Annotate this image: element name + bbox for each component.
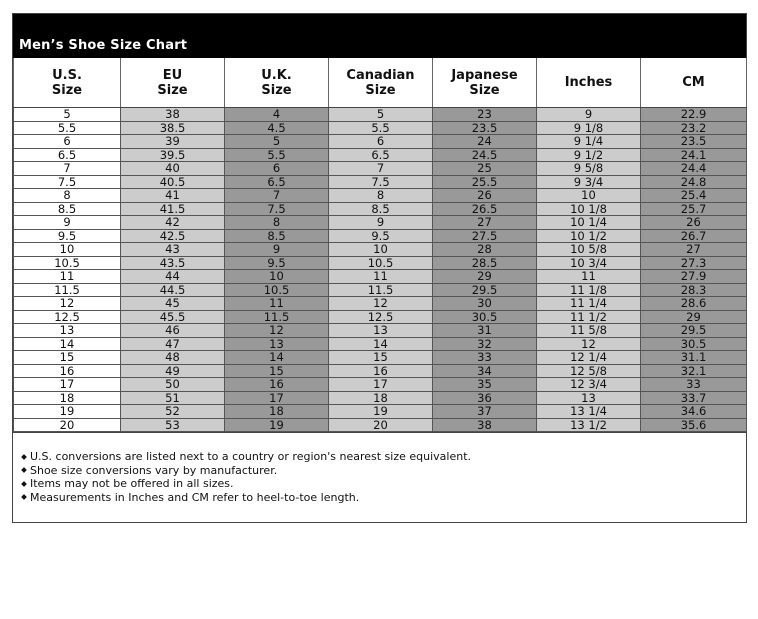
- table-cell: 11 1/8: [537, 283, 641, 297]
- table-cell: 10: [329, 243, 433, 257]
- note-item: [22, 477, 746, 491]
- table-cell: 27.9: [641, 270, 747, 284]
- table-row: [14, 297, 747, 311]
- table-cell: 43.5: [121, 256, 225, 270]
- table-cell: 10 1/4: [537, 216, 641, 230]
- table-cell: 27.3: [641, 256, 747, 270]
- table-cell: 25.5: [433, 175, 537, 189]
- table-cell: 11 5/8: [537, 324, 641, 338]
- table-cell: 6: [225, 162, 329, 176]
- table-cell: 11 1/2: [537, 310, 641, 324]
- column-header-cm: [641, 58, 747, 108]
- table-cell: 10 1/2: [537, 229, 641, 243]
- table-cell: 19: [329, 405, 433, 419]
- note-text: Shoe size conversions vary by manufacturer.: [30, 463, 278, 477]
- table-cell: 8: [225, 216, 329, 230]
- column-header-uk: [225, 58, 329, 108]
- table-cell: 18: [14, 391, 121, 405]
- table-cell: 29.5: [641, 324, 747, 338]
- table-cell: 52: [121, 405, 225, 419]
- table-cell: 13 1/4: [537, 405, 641, 419]
- table-cell: 11.5: [225, 310, 329, 324]
- table-cell: 7.5: [14, 175, 121, 189]
- table-cell: 11: [14, 270, 121, 284]
- size-chart: [12, 13, 747, 523]
- table-cell: 43: [121, 243, 225, 257]
- table-cell: 23.2: [641, 121, 747, 135]
- header-row: [14, 58, 747, 108]
- table-cell: 18: [329, 391, 433, 405]
- table-cell: 11: [537, 270, 641, 284]
- table-cell: 8: [329, 189, 433, 203]
- chart-title: Men’s Shoe Size Chart: [19, 38, 188, 53]
- table-row: [14, 324, 747, 338]
- table-cell: 23: [433, 108, 537, 122]
- table-cell: 33: [641, 378, 747, 392]
- table-cell: 10: [225, 270, 329, 284]
- table-cell: 26.7: [641, 229, 747, 243]
- table-cell: 29: [641, 310, 747, 324]
- table-cell: 46: [121, 324, 225, 338]
- table-cell: 26: [641, 216, 747, 230]
- table-cell: 5.5: [225, 148, 329, 162]
- table-cell: 5.5: [14, 121, 121, 135]
- table-cell: 10 1/8: [537, 202, 641, 216]
- table-cell: 31: [433, 324, 537, 338]
- table-cell: 30.5: [433, 310, 537, 324]
- table-cell: 36: [433, 391, 537, 405]
- table-row: [14, 337, 747, 351]
- table-cell: 5: [329, 108, 433, 122]
- table-cell: 27.5: [433, 229, 537, 243]
- table-cell: 7: [225, 189, 329, 203]
- table-row: [14, 108, 747, 122]
- table-cell: 26.5: [433, 202, 537, 216]
- table-cell: 49: [121, 364, 225, 378]
- note-item: [22, 450, 746, 464]
- table-cell: 8.5: [225, 229, 329, 243]
- table-cell: 5.5: [329, 121, 433, 135]
- table-cell: 38: [121, 108, 225, 122]
- table-cell: 11: [225, 297, 329, 311]
- table-cell: 8: [14, 189, 121, 203]
- table-cell: 34.6: [641, 405, 747, 419]
- table-cell: 12: [537, 337, 641, 351]
- table-cell: 51: [121, 391, 225, 405]
- table-row: [14, 148, 747, 162]
- table-cell: 13 1/2: [537, 418, 641, 432]
- table-cell: 9 5/8: [537, 162, 641, 176]
- table-cell: 20: [329, 418, 433, 432]
- header-line: Japanese: [451, 67, 518, 83]
- table-cell: 10: [14, 243, 121, 257]
- table-cell: 19: [14, 405, 121, 419]
- table-cell: 30: [433, 297, 537, 311]
- table-cell: 5: [14, 108, 121, 122]
- table-cell: 38.5: [121, 121, 225, 135]
- table-cell: 9: [14, 216, 121, 230]
- table-cell: 33: [433, 351, 537, 365]
- table-cell: 10.5: [225, 283, 329, 297]
- table-cell: 7: [14, 162, 121, 176]
- table-cell: 40.5: [121, 175, 225, 189]
- table-cell: 22.9: [641, 108, 747, 122]
- table-row: [14, 216, 747, 230]
- header-line: CM: [682, 75, 705, 90]
- table-row: [14, 135, 747, 149]
- table-cell: 13: [225, 337, 329, 351]
- table-cell: 17: [14, 378, 121, 392]
- table-cell: 25: [433, 162, 537, 176]
- header-line: Size: [365, 82, 396, 98]
- header-line: Size: [157, 82, 188, 98]
- table-cell: 15: [14, 351, 121, 365]
- table-cell: 35.6: [641, 418, 747, 432]
- table-cell: 35: [433, 378, 537, 392]
- table-cell: 44: [121, 270, 225, 284]
- table-cell: 11: [329, 270, 433, 284]
- table-cell: 18: [225, 405, 329, 419]
- table-cell: 39: [121, 135, 225, 149]
- table-cell: 24.1: [641, 148, 747, 162]
- header-line: Size: [261, 82, 292, 98]
- table-cell: 16: [14, 364, 121, 378]
- header-line: Inches: [564, 75, 613, 90]
- table-cell: 30.5: [641, 337, 747, 351]
- header-line: U.S.: [52, 67, 82, 83]
- table-cell: 8.5: [329, 202, 433, 216]
- table-cell: 9: [225, 243, 329, 257]
- note-text: Items may not be offered in all sizes.: [30, 477, 234, 490]
- table-cell: 6: [14, 135, 121, 149]
- table-cell: 12 1/4: [537, 351, 641, 365]
- table-cell: 7.5: [225, 202, 329, 216]
- table-cell: 33.7: [641, 391, 747, 405]
- table-cell: 6.5: [225, 175, 329, 189]
- table-cell: 12.5: [329, 310, 433, 324]
- table-cell: 45: [121, 297, 225, 311]
- table-cell: 20: [14, 418, 121, 432]
- table-cell: 16: [329, 364, 433, 378]
- table-cell: 24.8: [641, 175, 747, 189]
- table-cell: 9.5: [329, 229, 433, 243]
- table-cell: 13: [329, 324, 433, 338]
- table-row: [14, 310, 747, 324]
- table-cell: 24: [433, 135, 537, 149]
- table-cell: 25.4: [641, 189, 747, 203]
- bullet-icon: [21, 481, 27, 487]
- table-cell: 39.5: [121, 148, 225, 162]
- table-cell: 34: [433, 364, 537, 378]
- table-cell: 10.5: [329, 256, 433, 270]
- table-cell: 11 1/4: [537, 297, 641, 311]
- table-cell: 15: [225, 364, 329, 378]
- column-header-canadian: [329, 58, 433, 108]
- table-cell: 6.5: [14, 148, 121, 162]
- table-cell: 42.5: [121, 229, 225, 243]
- table-cell: 45.5: [121, 310, 225, 324]
- table-cell: 12: [14, 297, 121, 311]
- table-cell: 47: [121, 337, 225, 351]
- table-row: [14, 391, 747, 405]
- table-row: [14, 256, 747, 270]
- bullet-icon: [21, 467, 27, 473]
- table-cell: 5: [225, 135, 329, 149]
- table-cell: 10 3/4: [537, 256, 641, 270]
- table-cell: 10: [537, 189, 641, 203]
- table-row: [14, 189, 747, 203]
- table-cell: 14: [329, 337, 433, 351]
- bullet-icon: [21, 494, 27, 500]
- table-cell: 37: [433, 405, 537, 419]
- table-row: [14, 202, 747, 216]
- header-line: Size: [51, 82, 83, 98]
- table-cell: 13: [14, 324, 121, 338]
- table-cell: 48: [121, 351, 225, 365]
- table-cell: 12: [329, 297, 433, 311]
- table-cell: 23.5: [641, 135, 747, 149]
- table-cell: 29.5: [433, 283, 537, 297]
- table-cell: 6: [329, 135, 433, 149]
- table-cell: 41: [121, 189, 225, 203]
- table-cell: 9 1/2: [537, 148, 641, 162]
- table-cell: 9: [329, 216, 433, 230]
- header-line: Canadian: [346, 67, 415, 83]
- table-cell: 7: [329, 162, 433, 176]
- table-cell: 28.5: [433, 256, 537, 270]
- table-cell: 4: [225, 108, 329, 122]
- column-header-eu: [121, 58, 225, 108]
- table-cell: 19: [225, 418, 329, 432]
- table-cell: 42: [121, 216, 225, 230]
- table-row: [14, 121, 747, 135]
- table-cell: 53: [121, 418, 225, 432]
- title-bar: [13, 14, 746, 58]
- table-row: [14, 364, 747, 378]
- table-cell: 24.5: [433, 148, 537, 162]
- table-cell: 17: [329, 378, 433, 392]
- table-cell: 12 5/8: [537, 364, 641, 378]
- table-cell: 9.5: [225, 256, 329, 270]
- table-row: [14, 270, 747, 284]
- header-line: U.K.: [261, 67, 292, 83]
- table-cell: 4.5: [225, 121, 329, 135]
- table-cell: 11.5: [329, 283, 433, 297]
- table-cell: 17: [225, 391, 329, 405]
- note-text: U.S. conversions are listed next to a country or region's nearest size equivalent.: [30, 450, 471, 463]
- table-row: [14, 418, 747, 432]
- note-item: [22, 491, 746, 505]
- table-cell: 14: [225, 351, 329, 365]
- note-text: Measurements in Inches and CM refer to heel-to-toe length.: [30, 490, 360, 504]
- table-cell: 11.5: [14, 283, 121, 297]
- notes-section: [13, 432, 746, 522]
- table-row: [14, 229, 747, 243]
- table-cell: 15: [329, 351, 433, 365]
- table-cell: 6.5: [329, 148, 433, 162]
- note-item: [22, 464, 746, 478]
- column-header-inches: [537, 58, 641, 108]
- table-cell: 32: [433, 337, 537, 351]
- table-cell: 41.5: [121, 202, 225, 216]
- column-header-us: [14, 58, 121, 108]
- table-cell: 28: [433, 243, 537, 257]
- table-cell: 44.5: [121, 283, 225, 297]
- table-cell: 25.7: [641, 202, 747, 216]
- table-cell: 24.4: [641, 162, 747, 176]
- table-cell: 10.5: [14, 256, 121, 270]
- table-cell: 26: [433, 189, 537, 203]
- table-cell: 29: [433, 270, 537, 284]
- table-row: [14, 175, 747, 189]
- size-table: [13, 58, 747, 432]
- table-cell: 27: [641, 243, 747, 257]
- table-cell: 50: [121, 378, 225, 392]
- table-cell: 38: [433, 418, 537, 432]
- table-cell: 9 1/4: [537, 135, 641, 149]
- bullet-icon: [21, 454, 27, 460]
- table-row: [14, 162, 747, 176]
- table-cell: 12: [225, 324, 329, 338]
- table-cell: 13: [537, 391, 641, 405]
- table-cell: 40: [121, 162, 225, 176]
- table-cell: 16: [225, 378, 329, 392]
- header-line: EU: [162, 67, 183, 83]
- table-row: [14, 243, 747, 257]
- table-cell: 7.5: [329, 175, 433, 189]
- column-header-japanese: [433, 58, 537, 108]
- table-body: [14, 108, 747, 432]
- table-cell: 27: [433, 216, 537, 230]
- table-cell: 9: [537, 108, 641, 122]
- table-cell: 9.5: [14, 229, 121, 243]
- table-row: [14, 378, 747, 392]
- table-cell: 8.5: [14, 202, 121, 216]
- table-row: [14, 351, 747, 365]
- table-cell: 9 1/8: [537, 121, 641, 135]
- table-row: [14, 405, 747, 419]
- table-cell: 31.1: [641, 351, 747, 365]
- header-line: Size: [469, 82, 500, 98]
- table-cell: 32.1: [641, 364, 747, 378]
- table-cell: 28.6: [641, 297, 747, 311]
- table-cell: 10 5/8: [537, 243, 641, 257]
- table-cell: 12 3/4: [537, 378, 641, 392]
- table-cell: 12.5: [14, 310, 121, 324]
- table-cell: 9 3/4: [537, 175, 641, 189]
- table-cell: 28.3: [641, 283, 747, 297]
- table-cell: 14: [14, 337, 121, 351]
- table-row: [14, 283, 747, 297]
- table-cell: 23.5: [433, 121, 537, 135]
